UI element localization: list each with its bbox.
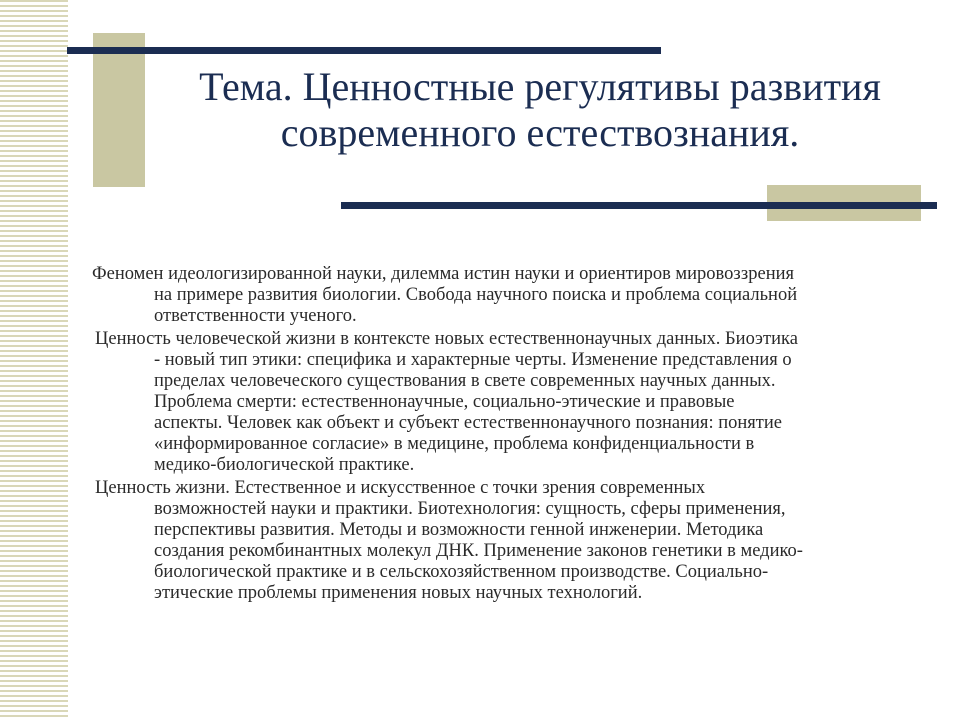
text-line: Феномен идеологизированной науки, дилемма истин науки и ориентиров мировоззрения — [92, 264, 795, 284]
paragraph-ideology-science — [92, 264, 912, 327]
slide-title-line: Тема. Ценностные регулятивы развития — [199, 64, 881, 109]
navy-bar-top-decoration — [67, 47, 661, 54]
slide-title — [120, 64, 960, 156]
text-line: ответственности ученого. — [154, 306, 357, 326]
text-line: медико-биологической практике. — [154, 455, 415, 475]
text-line: «информированное согласие» в медицине, проблема конфиденциальности в — [154, 434, 755, 454]
text-line: пределах человеческого существования в свете современных научных данных. — [154, 371, 776, 391]
slide-body — [92, 264, 912, 606]
text-line: аспекты. Человек как объект и субъект естественнонаучного познания: понятие — [154, 413, 782, 433]
paragraph-value-of-life-biotech — [92, 478, 912, 604]
text-line: на примере развития биологии. Свобода научного поиска и проблема социальной — [154, 285, 798, 305]
text-line: Ценность жизни. Естественное и искусственное с точки зрения современных — [95, 478, 706, 498]
text-line: биологической практике и в сельскохозяйственном производстве. Социально- — [154, 562, 769, 582]
slide-title-line: современного естествознания. — [280, 110, 800, 155]
navy-bar-bottom-decoration — [341, 202, 937, 209]
text-line: перспективы развития. Методы и возможности генной инженерии. Методика — [154, 520, 764, 540]
text-line: Проблема смерти: естественнонаучные, социально-этические и правовые — [154, 392, 735, 412]
text-line: возможностей науки и практики. Биотехнология: сущность, сферы применения, — [154, 499, 786, 519]
paragraph-value-of-human-life — [92, 329, 912, 476]
text-line: создания рекомбинантных молекул ДНК. Применение законов генетики в медико- — [154, 541, 803, 561]
text-line: - новый тип этики: специфика и характерные черты. Изменение представления о — [154, 350, 792, 370]
text-line: этические проблемы применения новых научных технологий. — [154, 583, 643, 603]
text-line: Ценность человеческой жизни в контексте новых естественнонаучных данных. Биоэтика — [95, 329, 798, 349]
striped-side-decoration — [0, 0, 68, 720]
